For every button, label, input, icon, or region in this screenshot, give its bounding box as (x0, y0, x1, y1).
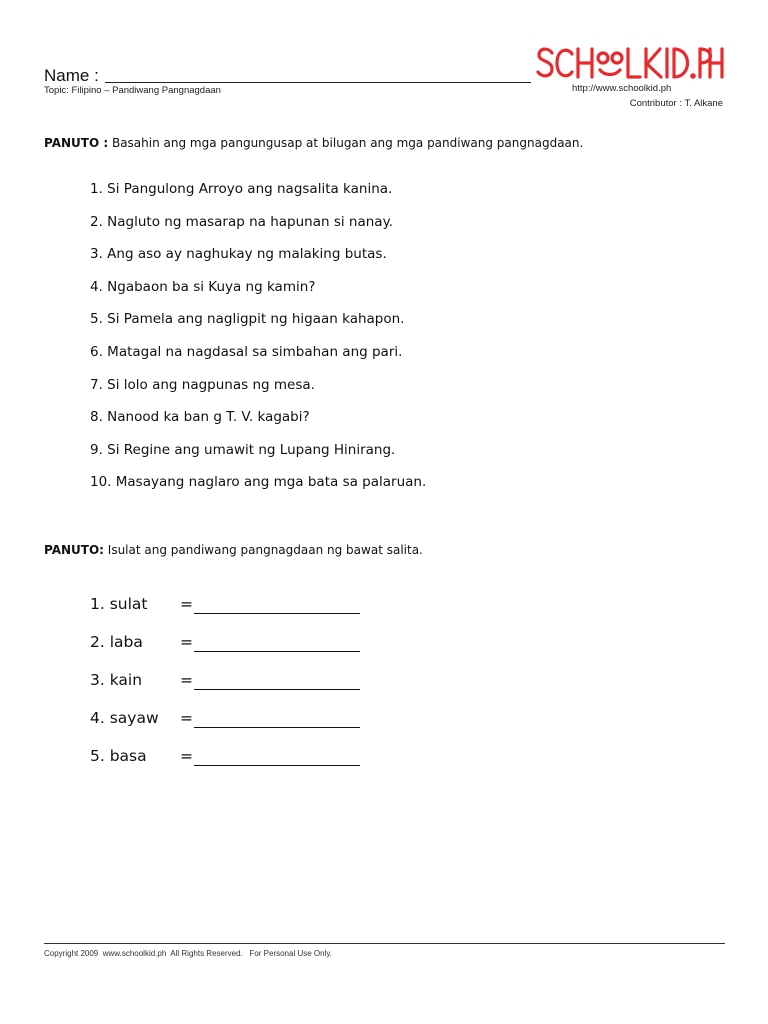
word-item (90, 594, 360, 632)
sentence-item: 9. Si Regine ang umawit ng Lupang Hinirang. (90, 441, 396, 458)
word-label: 5. basa (90, 747, 147, 765)
answer-blank[interactable] (194, 673, 360, 690)
sentence-item: 1. Si Pangulong Arroyo ang nagsalita kanina. (90, 181, 393, 197)
answer-blank[interactable] (194, 597, 360, 614)
name-input-line[interactable] (105, 82, 531, 83)
instruction-2 (44, 543, 423, 557)
sentence-item: 5. Si Pamela ang nagligpit ng higaan kahapon. (90, 311, 405, 328)
equals-sign: = (180, 595, 193, 613)
equals-sign: = (180, 709, 193, 727)
footer-copyright: Copyright 2009 www.schoolkid.ph All Rights Reserved. For Personal Use Only. (44, 949, 332, 958)
sentence-item: 7. Si lolo ang nagpunas ng mesa. (90, 376, 315, 393)
answer-blank[interactable] (194, 749, 360, 766)
word-list (90, 594, 360, 784)
site-url: http://www.schoolkid.ph (572, 83, 672, 94)
sentence-item: 8. Nanood ka ban g T. V. kagabi? (90, 409, 310, 426)
word-label: 1. sulat (90, 595, 148, 613)
sentence-list (90, 180, 426, 506)
answer-blank[interactable] (194, 635, 360, 652)
schoolkid-logo (536, 44, 724, 84)
instruction-2-text: Isulat ang pandiwang pangnagdaan ng bawat salita. (107, 543, 423, 557)
name-label: Name : (44, 66, 99, 85)
word-item (90, 746, 360, 784)
equals-sign: = (180, 633, 193, 651)
footer-divider (44, 943, 725, 944)
equals-sign: = (180, 671, 193, 689)
sentence-item: 3. Ang aso ay naghukay ng malaking butas. (90, 246, 387, 263)
word-item (90, 708, 360, 746)
instruction-1 (44, 136, 583, 150)
sentence-item: 4. Ngabaon ba si Kuya ng kamin? (90, 278, 316, 295)
word-label: 4. sayaw (90, 709, 159, 727)
instruction-1-label: PANUTO : (44, 136, 109, 150)
sentence-item: 10. Masayang naglaro ang mga bata sa palaruan. (90, 474, 427, 491)
word-label: 3. kain (90, 671, 143, 689)
instruction-2-label: PANUTO: (44, 543, 104, 557)
sentence-item: 2. Nagluto ng masarap na hapunan si nanay. (90, 213, 393, 230)
instruction-1-text: Basahin ang mga pangungusap at bilugan ang mga pandiwang pangnagdaan. (111, 136, 584, 150)
word-item (90, 670, 360, 708)
contributor-text: Contributor : T. Alkane (629, 98, 723, 109)
word-label: 2. laba (90, 633, 143, 651)
answer-blank[interactable] (194, 711, 360, 728)
word-item (90, 632, 360, 670)
topic-text: Topic: Filipino – Pandiwang Pangnagdaan (44, 85, 221, 96)
sentence-item: 6. Matagal na nagdasal sa simbahan ang pari. (90, 343, 403, 360)
equals-sign: = (180, 747, 193, 765)
